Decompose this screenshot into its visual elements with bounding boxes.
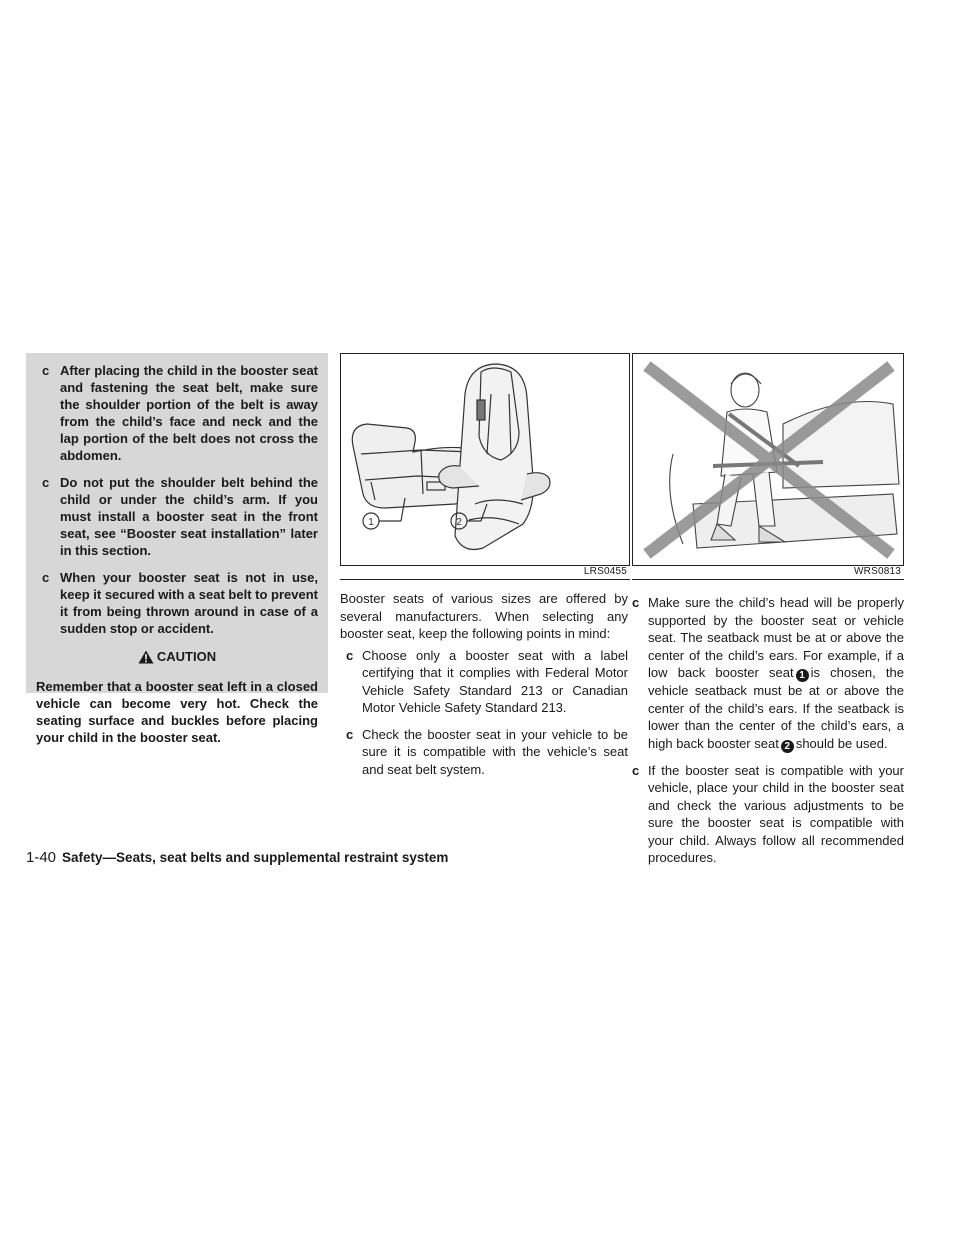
bullet-icon: c	[632, 595, 640, 610]
booster-fit-text	[632, 590, 904, 876]
bullet-icon: c	[632, 762, 640, 778]
section-title: Safety—Seats, seat belts and supplemental restraint system	[62, 850, 449, 865]
selection-list	[340, 647, 628, 779]
bullet-icon: c	[42, 475, 50, 490]
warning-item: c When your booster seat is not in use, keep it secured with a seat belt to prevent it from being thrown around in case of a sudden stop or accident.	[42, 570, 318, 636]
figure-code: WRS0813	[854, 566, 901, 577]
bullet-icon: c	[346, 726, 354, 742]
callout-badge: 1	[796, 669, 809, 682]
list-item: c If the booster seat is compatible with your vehicle, place your child in the booster seat and check the various adjustments to be sure the booster seat is compatible with your child. Always follow all recommended procedures.	[632, 762, 904, 865]
warning-item: c Do not put the shoulder belt behind the child or under the child’s arm. If you must install a booster seat in the front seat, see “Booster seat installation” later in this section.	[42, 475, 318, 558]
page-footer	[26, 849, 448, 866]
incorrect-belt-drawing	[633, 354, 903, 565]
bullet-icon: c	[42, 363, 50, 378]
list-item: c Make sure the child’s head will be properly supported by the booster seat or vehicle seat. The seatback must be at or above the center of the child’s ears. For example, if a low back booster seat 1 is chosen, the vehicle seatback must be at or above the center of the child’s ears. If the seatback is lower than the center of the child’s ears, a high back booster seat 2 should be used.	[632, 595, 904, 752]
callout-1: 1	[368, 517, 374, 528]
booster-selection-text	[340, 590, 628, 787]
intro-paragraph: Booster seats of various sizes are offered by several manufacturers. When selecting any booster seat, keep the following points in mind:	[340, 591, 628, 641]
warning-item: c After placing the child in the booster seat and fastening the seat belt, make sure the shoulder portion of the belt is away from the child’s face and neck and the lap portion of the belt does not cross the abdomen.	[42, 363, 318, 463]
fit-list	[632, 594, 904, 867]
bullet-icon: c	[42, 570, 50, 585]
booster-seats-illustration	[340, 353, 630, 566]
warning-box	[26, 353, 328, 745]
figure-divider	[632, 579, 904, 580]
figure-code: LRS0455	[583, 566, 627, 577]
bullet-icon: c	[346, 647, 354, 663]
incorrect-belt-illustration	[632, 353, 904, 566]
warning-triangle-icon	[138, 650, 154, 664]
warning-list	[26, 353, 328, 637]
callout-2: 2	[456, 517, 462, 528]
list-item: c Choose only a booster seat with a label certifying that it complies with Federal Motor Vehicle Safety Standard 213 or Canadian Motor Vehicle Safety Standard 213.	[346, 647, 628, 715]
figure-divider	[340, 579, 630, 580]
caution-title: CAUTION	[156, 649, 217, 664]
caution-text: Remember that a booster seat left in a closed vehicle can become very hot. Check the seating surface and buckles before placing your child in the booster seat.	[36, 679, 318, 745]
booster-seats-drawing	[341, 354, 629, 565]
page-number: 1-40	[26, 849, 57, 866]
caution-heading	[26, 649, 328, 664]
callout-badge: 2	[781, 740, 794, 753]
list-item: c Check the booster seat in your vehicle to be sure it is compatible with the vehicle’s seat and seat belt system.	[346, 726, 628, 777]
